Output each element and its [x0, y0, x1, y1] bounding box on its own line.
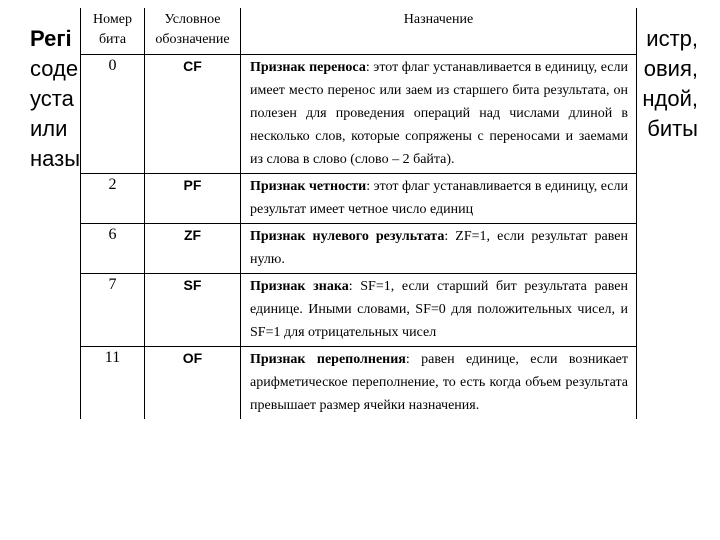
bit-number-cell: 7 [81, 274, 145, 347]
table-row [81, 347, 637, 420]
flags-table [80, 8, 637, 419]
bit-number-cell: 0 [81, 55, 145, 174]
flag-symbol-cell: ZF [145, 224, 241, 274]
bg-line-0-right: истр, [646, 26, 698, 51]
header-symbol: Условное обозначение [145, 8, 241, 55]
table-header-row [81, 8, 637, 55]
bg-line-1-right: овия, [643, 56, 698, 81]
flag-description-cell [241, 224, 637, 274]
header-purpose: Назначение [241, 8, 637, 55]
flag-text: : равен единице, если возникает арифметическое переполнение, то есть когда объем результата превышает размер ячейки назначения. [250, 352, 628, 413]
bg-line-3-left: или [30, 116, 68, 141]
table-row [81, 55, 637, 174]
bg-line-3-right: биты [647, 116, 698, 141]
flag-symbol-cell: SF [145, 274, 241, 347]
flag-term: Признак переполнения [250, 352, 406, 367]
table-row [81, 224, 637, 274]
flag-description-cell [241, 174, 637, 224]
flag-term: Признак переноса [250, 60, 366, 75]
flag-description-cell [241, 274, 637, 347]
flag-text: : этот флаг устанавливается в единицу, если имеет место перенос или заем из старшего бита результата, он полезен для проведения операций над числами длиной в несколько слов, которые сопряжены с переносами и заемами из слова в слово (слово – 2 байта). [250, 60, 629, 167]
header-bit-number: Номер бита [81, 8, 145, 55]
flag-text: : ZF=1, если результат равен нулю. [250, 229, 628, 267]
bit-number-cell: 6 [81, 224, 145, 274]
bit-number-cell: 11 [81, 347, 145, 420]
bg-line-4-left: назы [30, 146, 81, 171]
flag-symbol-cell: CF [145, 55, 241, 174]
bg-line-2-right: ндой, [642, 86, 698, 111]
flag-symbol-cell: PF [145, 174, 241, 224]
flag-text: : SF=1, если старший бит результата равен единице. Иными словами, SF=0 для положительных чисел, и SF=1 для отрицательных чисел [250, 279, 628, 340]
flag-description-cell [241, 55, 637, 174]
flag-text: : этот флаг устанавливается в единицу, если результат имеет четное число единиц [250, 179, 628, 217]
bg-line-1-left: соде [30, 56, 79, 81]
bg-line-2-left: уста [30, 86, 74, 111]
flag-term: Признак четности [250, 179, 367, 194]
bg-line-0-left: Регі [30, 26, 72, 51]
table-row [81, 174, 637, 224]
bit-number-cell: 2 [81, 174, 145, 224]
flag-term: Признак нулевого результата [250, 229, 445, 244]
flags-table-container [80, 8, 636, 419]
flag-symbol-cell: OF [145, 347, 241, 420]
flag-term: Признак знака [250, 279, 349, 294]
flag-description-cell [241, 347, 637, 420]
table-row [81, 274, 637, 347]
